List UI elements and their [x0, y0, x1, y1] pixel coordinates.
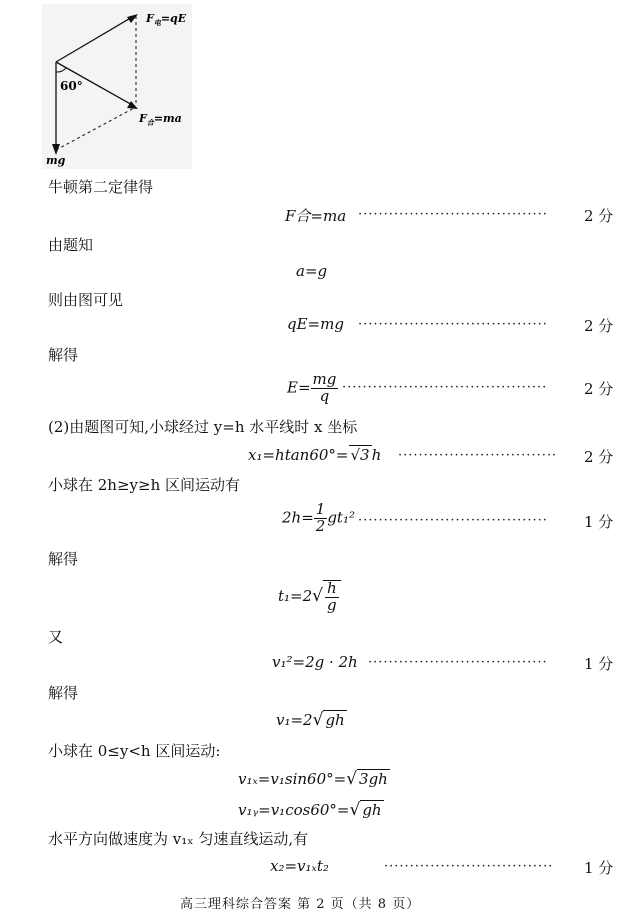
eq-e-field: E= $\frac{mg}{q}$: [287, 370, 337, 405]
score-3: 2 分: [584, 317, 614, 335]
dot-leader: ·································: [384, 859, 554, 874]
text-solve-2: 解得: [48, 550, 79, 568]
eq-a-equals-g: a=g: [296, 262, 328, 280]
dot-leader: ·······························: [398, 448, 558, 463]
text-horizontal: 水平方向做速度为 v₁ₓ 匀速直线运动,有: [48, 830, 309, 848]
dot-leader: ········································: [342, 380, 548, 395]
score-5: 2 分: [584, 448, 614, 466]
eq-v1: v₁=2√ gh: [276, 710, 345, 730]
text-region-2: 小球在 0≤y<h 区间运动:: [48, 742, 221, 760]
dot-leader: ·····································: [358, 317, 548, 332]
text-region-1: 小球在 2h≥y≥h 区间运动有: [48, 476, 241, 494]
score-6: 1 分: [584, 513, 614, 531]
eq-v1y: v₁ᵧ=v₁cos60°=√ gh: [238, 800, 382, 820]
score-4: 2 分: [584, 380, 614, 398]
angle-label: 60°: [60, 79, 83, 93]
label-gravity: mg: [46, 154, 66, 167]
eq-x1: x₁=htan60°= √3 h: [248, 446, 382, 464]
force-diagram: [42, 4, 192, 169]
text-given: 由题知: [48, 236, 94, 254]
text-part-2: (2)由题图可知,小球经过 y=h 水平线时 x 坐标: [48, 418, 358, 436]
eq-x2: x₂=v₁ₓt₂: [270, 857, 329, 875]
label-net-force: $F_合=ma$: [139, 112, 182, 127]
dot-leader: ·····································: [358, 207, 548, 222]
eq-t1: t₁=2√ $\frac{h}{g}$: [278, 580, 341, 614]
score-8: 1 分: [584, 655, 614, 673]
score-1: 2 分: [584, 207, 614, 225]
score-12: 1 分: [584, 859, 614, 877]
eq-v1x: v₁ₓ=v₁sin60°=√ 3gh: [238, 769, 388, 789]
force-diagram-svg: [42, 4, 192, 169]
label-electric-force: $F_电=qE$: [146, 12, 187, 27]
eq-2h: 2h= $\frac{1}{2}$ gt₁²: [282, 500, 355, 535]
page-footer: 高三理科综合答案 第 2 页（共 8 页）: [180, 897, 421, 912]
dot-leader: ·····································: [358, 513, 548, 528]
eq-v1-squared: v₁²=2g · 2h: [272, 653, 358, 671]
text-also: 又: [48, 628, 64, 646]
text-from-figure: 则由图可见: [48, 291, 124, 309]
text-solve-1: 解得: [48, 346, 79, 364]
eq-qe-mg: qE=mg: [287, 315, 344, 333]
dot-leader: ···································: [368, 655, 548, 670]
text-newton-law: 牛顿第二定律得: [48, 178, 154, 196]
text-solve-3: 解得: [48, 684, 79, 702]
eq-net-force: F合=ma: [285, 207, 347, 225]
